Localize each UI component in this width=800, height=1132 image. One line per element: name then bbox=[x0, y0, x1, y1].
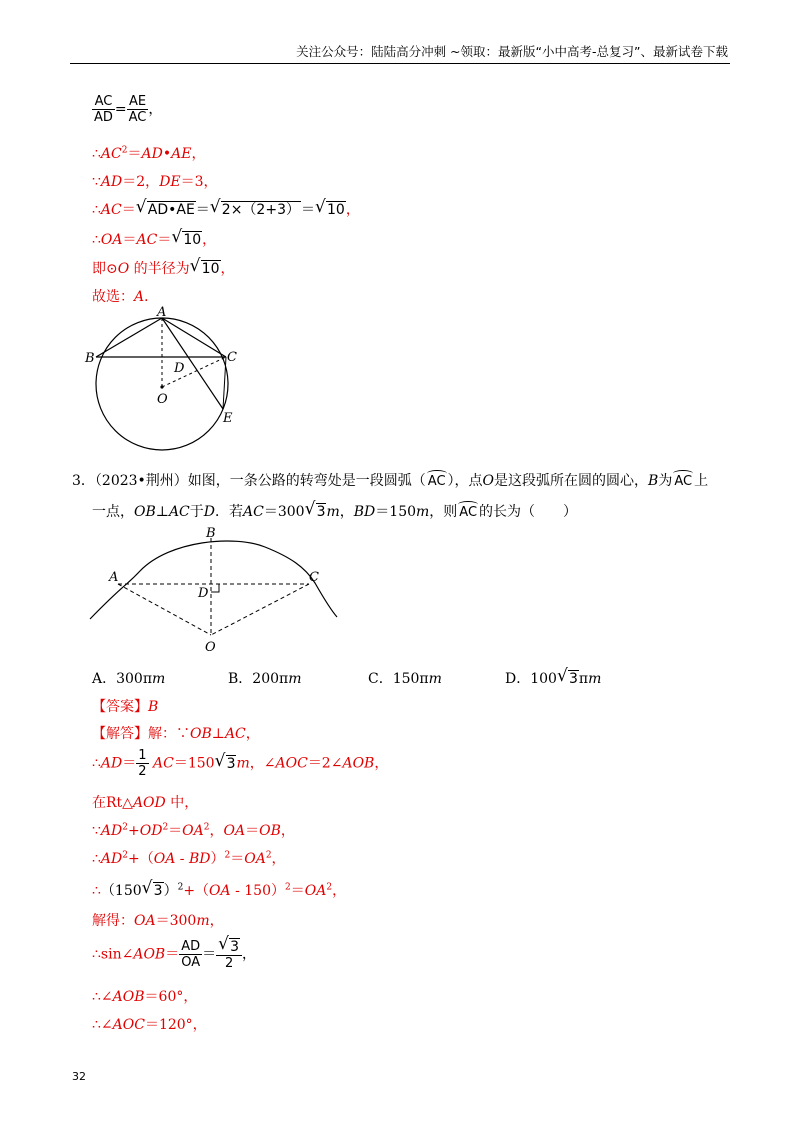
segment-oc-dashed bbox=[211, 584, 309, 635]
sqrt-2x5: √ 2×（2+3） bbox=[210, 201, 301, 218]
label-d: D bbox=[198, 586, 209, 601]
header-rule bbox=[70, 63, 730, 64]
question-3-line-2: 一点，OB⊥AC于D．若AC＝300√ 3m，BD＝150m，则 AC 的长为（ ） bbox=[92, 501, 577, 521]
segment-ab bbox=[96, 318, 162, 357]
solution-line-3: ∵AD＝2，DE＝3， bbox=[92, 174, 218, 190]
sqrt-10: √ 10 bbox=[315, 201, 346, 218]
sqrt-3: √ 3 bbox=[218, 938, 240, 955]
option-d: D．100√ 3πm bbox=[505, 668, 601, 688]
label-b: B bbox=[206, 526, 216, 541]
label-a: A bbox=[157, 305, 167, 320]
solution-step-2: 在Rt△AOD 中， bbox=[92, 795, 199, 811]
solution-line-5: ∴OA＝AC＝√ 10， bbox=[92, 229, 216, 249]
center-dot bbox=[160, 385, 163, 388]
page-number: 32 bbox=[72, 1070, 86, 1083]
solution-step-9: ∴∠AOC＝120°， bbox=[92, 1017, 207, 1033]
ratio-line: $\frac{AC}{AD}$ = $\frac{AE}{AC}$ ， bbox=[94, 94, 163, 125]
label-e: E bbox=[223, 411, 233, 426]
sqrt-ad-ae: √ AD•AE bbox=[136, 201, 196, 218]
fraction-ae-ac: $\frac{AE}{AC}$ bbox=[128, 94, 147, 125]
solution-step-4: $\therefore AD^2+(OA - BD)^2=OA^2$， bbox=[92, 850, 286, 867]
label-c: C bbox=[309, 570, 319, 585]
arc-road bbox=[90, 541, 337, 619]
solution-head: 【解答】解：∵OB⊥AC， bbox=[92, 726, 260, 742]
solution-step-8: ∴∠AOB＝60°， bbox=[92, 989, 198, 1005]
sqrt-10: √ 10 bbox=[190, 260, 221, 277]
fraction-ad-oa: $\frac{AD}{OA}$ bbox=[181, 939, 201, 970]
fraction-root3-over-2: √ $\frac{3}{2}$ bbox=[216, 938, 242, 971]
label-d: D bbox=[174, 361, 185, 376]
solution-step-5: ∴（150√ $3)^2+(OA - 150)^2=OA^2$， bbox=[92, 880, 346, 900]
fraction-half: $\frac{1}{2}$ bbox=[138, 748, 147, 779]
right-angle-mark bbox=[211, 584, 219, 592]
solution-step-3: $\because AD^2+OD^2=OA^2$，OA＝OB， bbox=[92, 822, 295, 839]
solution-line-2: $\therefore AC^2=AD•AE$， bbox=[92, 145, 206, 162]
answer-choice-line: 故选：A． bbox=[92, 289, 159, 305]
solution-step-7: ∴sin∠AOB＝ $\frac{AD}{OA}$ ＝ √ $\frac{3}{2}$ ， bbox=[92, 938, 256, 971]
label-b: B bbox=[85, 351, 95, 366]
sqrt-3: √ 3 bbox=[142, 882, 164, 899]
segment-ae bbox=[162, 318, 223, 409]
label-o: O bbox=[157, 392, 168, 407]
segment-ac bbox=[162, 318, 226, 357]
sqrt-3: √ 3 bbox=[557, 670, 579, 687]
solution-step-6: 解得：OA＝300m， bbox=[92, 913, 224, 929]
question-3-line-1: 3．（2023•荆州）如图，一条公路的转弯处是一段圆弧（ AC ），点O是这段弧所在圆的圆心，B为 AC 上 bbox=[72, 473, 709, 489]
page-header: 关注公众号：陆陆高分冲刺 ~领取：最新版“小中高考-总复习”、最新试卷下载 bbox=[296, 44, 728, 59]
circle-figure bbox=[80, 305, 260, 460]
sqrt-3: √ 3 bbox=[215, 755, 237, 772]
label-o: O bbox=[205, 640, 216, 655]
fraction-ac-ad: $\frac{AC}{AD}$ bbox=[94, 94, 113, 125]
label-c: C bbox=[227, 350, 237, 365]
option-b: B．200πm bbox=[228, 671, 302, 687]
dashed-oc bbox=[162, 357, 226, 387]
sqrt-10: √ 10 bbox=[171, 231, 202, 248]
solution-line-6: 即⊙O 的半径为√ 10， bbox=[92, 258, 235, 278]
road-arc-figure bbox=[85, 525, 345, 660]
option-a: A．300πm bbox=[92, 671, 166, 687]
option-c: C．150πm bbox=[368, 671, 442, 687]
label-a: A bbox=[109, 570, 119, 585]
solution-step-1: ∴AD＝ $\frac{1}{2}$ AC＝150√ 3m，∠AOC＝2∠AOB， bbox=[92, 748, 388, 779]
solution-line-4: ∴AC＝√ AD•AE＝√ 2×（2+3）＝√ 10， bbox=[92, 199, 360, 219]
sqrt-3: √ 3 bbox=[305, 503, 327, 520]
answer-line: 【答案】B bbox=[92, 699, 159, 715]
